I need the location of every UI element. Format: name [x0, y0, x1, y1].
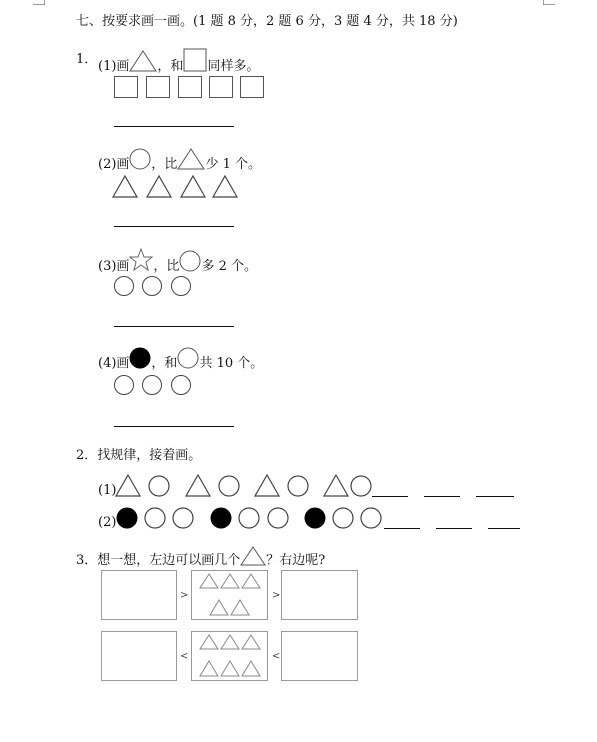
triangle-icon [129, 50, 157, 72]
q1-part-3-text-c: 多 2 个。 [201, 259, 257, 274]
answer-box-left[interactable] [101, 631, 177, 681]
question-3-line [76, 546, 325, 568]
pattern-row-2-label: (2) [98, 515, 117, 530]
q1-part-3-text-b: ，比 [153, 259, 180, 274]
triangle-shape [242, 661, 260, 676]
circle-shape [173, 508, 193, 528]
triangle-shape [213, 176, 237, 197]
answer-blank[interactable] [384, 528, 420, 529]
circle-icon [177, 347, 199, 369]
triangle-shape [116, 475, 140, 496]
pattern-row-1 [116, 474, 376, 498]
answer-box-right[interactable] [281, 631, 358, 681]
triangle-shape [181, 176, 205, 197]
answer-blank[interactable] [476, 496, 514, 497]
section-heading: 七、按要求画一画。(1 题 8 分，2 题 6 分，3 题 4 分，共 18 分) [76, 14, 458, 29]
q1-part-1-text-a: (1)画 [98, 59, 130, 74]
triangle-group [192, 632, 267, 680]
circle-shape [142, 375, 162, 395]
circle-icon [129, 148, 151, 170]
answer-line[interactable] [114, 126, 234, 127]
square-shape [209, 76, 233, 98]
circle-shape [142, 276, 162, 296]
answer-box-left[interactable] [101, 570, 177, 620]
circle-shape [333, 508, 353, 528]
filled-circle-shape [211, 508, 232, 529]
answer-line[interactable] [114, 226, 234, 227]
q1-part-1-text-c: 同样多。 [207, 59, 260, 74]
q1-part-2-text-c: 少 1 个。 [205, 157, 261, 172]
answer-blank[interactable] [488, 528, 520, 529]
circle-shape [361, 508, 381, 528]
q1-part-1-line [98, 48, 259, 74]
triangle-shape [231, 600, 249, 615]
triangle-shape [255, 475, 279, 496]
q1-part-4-text-b: ，和 [151, 356, 178, 371]
triangle-shape [221, 574, 239, 588]
triangle-row [113, 174, 243, 198]
circle-shape [171, 276, 191, 296]
triangle-shape [210, 600, 228, 615]
circle-shape [149, 476, 169, 496]
page-corner-mark-right [543, 4, 555, 5]
q1-part-4-text-c: 共 10 个。 [199, 356, 264, 371]
triangle-shape [324, 475, 348, 496]
triangle-shape [221, 635, 239, 649]
square-shape [114, 76, 138, 98]
triangle-group-box [191, 570, 268, 620]
pattern-row-1-label: (1) [98, 483, 117, 498]
star-icon [129, 248, 153, 272]
q1-part-4-text-a: (4)画 [98, 356, 130, 371]
triangle-group [192, 571, 267, 619]
answer-line[interactable] [114, 326, 234, 327]
square-shape [178, 76, 202, 98]
less-than-sign: < [272, 651, 281, 662]
triangle-shape [147, 176, 171, 197]
circle-shape [114, 276, 134, 296]
pattern-row-2 [116, 506, 388, 530]
q1-part-3-text-a: (3)画 [98, 259, 130, 274]
circle-shape [171, 375, 191, 395]
filled-circle-shape [305, 508, 326, 529]
circle-shape [145, 508, 165, 528]
page-corner-mark-left [33, 4, 45, 5]
circle-shape [239, 508, 259, 528]
q1-part-2-line [98, 148, 261, 172]
q1-part-2-text-b: ，比 [151, 157, 178, 172]
triangle-shape [200, 661, 218, 676]
triangle-group-box [191, 631, 268, 681]
q1-part-1-text-b: ，和 [157, 59, 184, 74]
question-2-text: 2．找规律，接着画。 [76, 448, 202, 463]
circle-icon [179, 250, 201, 272]
triangle-shape [242, 574, 260, 588]
answer-blank[interactable] [372, 496, 408, 497]
answer-blank[interactable] [436, 528, 472, 529]
circle-shape [351, 476, 371, 496]
question-3-text-b: ？右边呢? [266, 553, 326, 568]
square-shape [240, 76, 264, 98]
q1-part-2-text-a: (2)画 [98, 157, 130, 172]
triangle-shape [186, 475, 210, 496]
circle-shape [288, 476, 308, 496]
square-icon [183, 48, 207, 72]
circle-shape [114, 375, 134, 395]
triangle-shape [221, 661, 239, 676]
triangle-shape [200, 635, 218, 649]
filled-circle-icon [129, 347, 151, 369]
answer-line[interactable] [114, 426, 234, 427]
triangle-shape [200, 574, 218, 588]
answer-box-right[interactable] [281, 570, 358, 620]
q1-part-4-line [98, 347, 263, 371]
square-shape [146, 76, 170, 98]
answer-blank[interactable] [424, 496, 460, 497]
circle-shape [219, 476, 239, 496]
greater-than-sign: > [272, 590, 281, 601]
triangle-shape [242, 635, 260, 649]
greater-than-sign: > [180, 590, 189, 601]
filled-circle-shape [117, 508, 138, 529]
q1-part-3-line [98, 248, 257, 274]
circle-shape [268, 508, 288, 528]
question-1-number: 1． [76, 52, 98, 67]
question-3-text-a: 3．想一想，左边可以画几个 [76, 553, 241, 568]
less-than-sign: < [180, 651, 189, 662]
triangle-shape [113, 176, 137, 197]
triangle-icon [240, 546, 266, 566]
triangle-icon [177, 148, 205, 170]
